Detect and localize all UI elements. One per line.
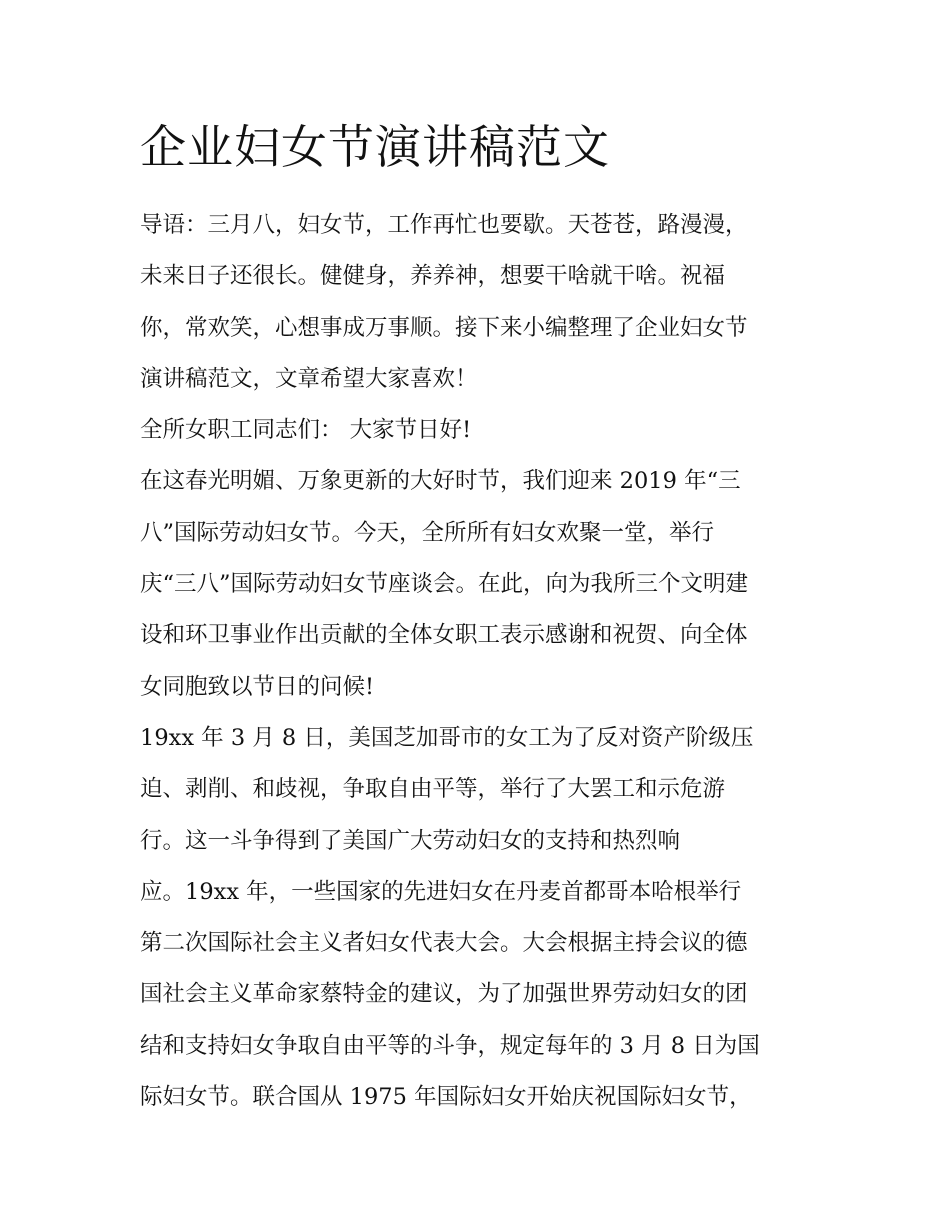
- article-body: [140, 200, 830, 1123]
- body-line: 八”国际劳动妇女节。今天，全所所有妇女欢聚一堂，举行: [140, 519, 715, 546]
- body-line: 设和环卫事业作出贡献的全体女职工表示感谢和祝贺、向全体: [140, 622, 748, 649]
- body-line: 国社会主义革命家蔡特金的建议，为了加强世界劳动妇女的团: [140, 981, 748, 1008]
- body-line: 演讲稿范文，文章希望大家喜欢！: [140, 365, 478, 392]
- body-line: 19xx 年 3 月 8 日，美国芝加哥市的女工为了反对资产阶级压: [140, 724, 754, 751]
- body-line: 行。这一斗争得到了美国广大劳动妇女的支持和热烈响: [140, 827, 681, 854]
- body-line: 你，常欢笑，心想事成万事顺。接下来小编整理了企业妇女节: [140, 314, 748, 341]
- body-line: 在这春光明媚、万象更新的大好时节，我们迎来 2019 年“三: [140, 468, 741, 495]
- page-title: 企业妇女节演讲稿范文: [140, 120, 610, 174]
- body-line: 迫、剥削、和歧视，争取自由平等，举行了大罢工和示危游: [140, 776, 726, 803]
- body-line: 庆“三八”国际劳动妇女节座谈会。在此，向为我所三个文明建: [140, 571, 749, 598]
- body-line: 结和支持妇女争取自由平等的斗争，规定每年的 3 月 8 日为国: [140, 1032, 760, 1059]
- body-line: 导语：三月八，妇女节，工作再忙也要歇。天苍苍，路漫漫，: [140, 212, 748, 238]
- body-line: 未来日子还很长。健健身，养养神，想要干啥就干啥。祝福: [140, 263, 726, 290]
- body-line: 女同胞致以节日的问候!: [140, 673, 375, 700]
- body-line: 际妇女节。联合国从 1975 年国际妇女开始庆祝国际妇女节，: [140, 1084, 752, 1111]
- body-line: 全所女职工同志们： 大家节日好!: [140, 417, 472, 444]
- body-line: 应。19xx 年，一些国家的先进妇女在丹麦首都哥本哈根举行: [140, 878, 742, 905]
- body-line: 第二次国际社会主义者妇女代表大会。大会根据主持会议的德: [140, 930, 748, 957]
